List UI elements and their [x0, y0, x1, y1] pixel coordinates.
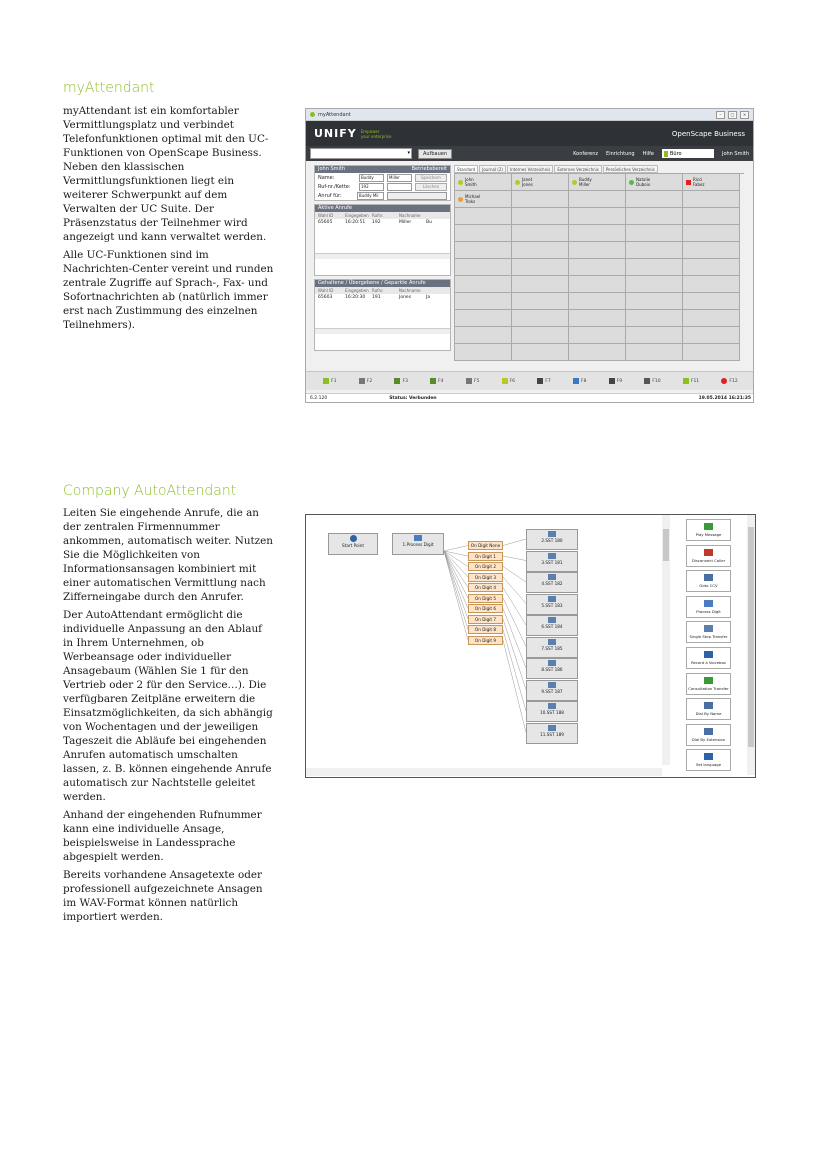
menu-setup[interactable]: Einrichtung	[606, 150, 635, 157]
speed-dial-key[interactable]	[512, 276, 569, 293]
speed-dial-key[interactable]	[569, 293, 626, 310]
speed-dial-key[interactable]	[512, 174, 569, 191]
speed-dial-key[interactable]	[626, 191, 683, 208]
palette-item[interactable]: Process Digit	[686, 596, 731, 618]
table-row[interactable]: 65603 16:20:30 191 Jones Ja	[318, 295, 431, 300]
active-calls-panel: Aktive Anrufe Wahl ID Eingegeben Rufnr. Nachname 65605 16:20:51 192 Miller Bu	[314, 204, 451, 276]
call-button[interactable]: Aufbauen	[418, 149, 452, 159]
presence-icon	[458, 180, 463, 185]
speed-dial-key[interactable]	[569, 327, 626, 344]
speed-dial-key[interactable]	[683, 293, 740, 310]
speed-dial-key[interactable]	[512, 293, 569, 310]
connector-line	[503, 539, 526, 546]
tab-external-directory[interactable]: Externes Verzeichnis	[554, 165, 602, 173]
digit-branch[interactable]: On Digit 7	[468, 615, 503, 624]
menu-help[interactable]: Hilfe	[642, 150, 654, 157]
last-name-field[interactable]: Miller	[387, 174, 412, 182]
connector-line	[503, 630, 526, 712]
paragraph: Bereits vorhandene Ansagetexte oder professionell aufgezeichnete Ansagen im WAV-Format können natürlich importiert werden.	[63, 869, 263, 923]
palette-item[interactable]: Single Step Transfer	[686, 621, 731, 643]
function-key-icon	[323, 378, 329, 384]
function-key-f4[interactable]	[430, 378, 443, 384]
presence-icon	[629, 180, 634, 185]
speed-dial-key[interactable]	[569, 208, 626, 225]
function-key-label: F10	[652, 378, 661, 384]
scrollbar[interactable]	[315, 253, 450, 259]
statusbar	[306, 393, 754, 402]
close-icon[interactable]: ×	[740, 111, 749, 119]
digit-branch[interactable]: On Digit None	[468, 541, 503, 550]
phone-transfer-icon	[548, 553, 556, 559]
transfer-node[interactable]: 11.SST 189	[526, 723, 578, 744]
digit-branch[interactable]: On Digit 4	[468, 583, 503, 592]
speed-dial-key[interactable]	[626, 242, 683, 259]
function-key-f8[interactable]	[573, 378, 586, 384]
function-key-icon	[721, 378, 727, 384]
presence-icon	[515, 180, 520, 185]
speed-dial-key[interactable]	[626, 276, 683, 293]
palette-item[interactable]: Consultation Transfer	[686, 673, 731, 695]
transfer-node[interactable]: 4.SST 182	[526, 572, 578, 593]
function-key-label: F9	[616, 378, 623, 384]
palette-icon	[704, 753, 713, 760]
speed-dial-key[interactable]	[455, 242, 512, 259]
speed-dial-key[interactable]	[455, 293, 512, 310]
palette-icon	[704, 702, 713, 709]
window-title: myAttendant	[318, 111, 351, 118]
process-digit-node[interactable]: 1.Process Digit	[392, 533, 444, 555]
speed-dial-key[interactable]	[569, 276, 626, 293]
directory-tabs	[454, 165, 744, 173]
function-key-f5[interactable]	[466, 378, 479, 384]
palette-icon	[704, 549, 713, 556]
function-key-label: F8	[580, 378, 587, 384]
speed-dial-key[interactable]	[512, 344, 569, 361]
presence-icon	[572, 180, 577, 185]
speed-dial-key[interactable]	[569, 191, 626, 208]
function-key-icon	[537, 378, 543, 384]
speed-dial-key[interactable]	[455, 208, 512, 225]
paragraph: Alle UC-Funktionen sind im Nachrichten-Center vereint und runden zentrale Zugriffe auf Sprach-, Fax- und Sofortnachrichten ab (natürlich immer erst nach Zustimmung des einzelnen Teilnehmers).	[63, 249, 274, 331]
speed-dial-key[interactable]	[569, 174, 626, 191]
transfer-node[interactable]: 2.SST 180	[526, 529, 578, 550]
palette-icon	[704, 574, 713, 581]
function-key-label: F12	[729, 378, 738, 384]
speed-dial-key[interactable]	[626, 225, 683, 242]
speed-dial-key[interactable]	[626, 259, 683, 276]
transfer-node[interactable]: 7.SST 185	[526, 637, 578, 658]
function-key-label: F4	[438, 378, 444, 384]
function-key-f1[interactable]	[323, 378, 336, 384]
globe-icon	[350, 535, 357, 542]
function-key-icon	[394, 378, 400, 384]
digit-branch[interactable]: On Digit 9	[468, 636, 503, 645]
phone-transfer-icon	[548, 617, 556, 623]
palette-icon	[704, 651, 713, 658]
function-key-label: F6	[509, 378, 515, 384]
speed-dial-key[interactable]	[569, 344, 626, 361]
connector-line	[444, 546, 468, 552]
function-key-f11[interactable]	[683, 378, 699, 384]
tab-personal-directory[interactable]: Persönliches Verzeichnis	[603, 165, 658, 173]
transfer-node[interactable]: 8.SST 186	[526, 658, 578, 679]
form-row: Ruf-nr./Kette: 192 Löschen	[315, 182, 450, 191]
section-title-myattendant: myAttendant	[63, 80, 155, 96]
phone-transfer-icon	[548, 531, 556, 537]
caller-panel: John Smith Betriebsbereit Name: Buddy Miller Speichern Ruf-nr./Kette: 192 Löschen Anruf für: Buddy Mil	[314, 165, 451, 201]
speed-dial-key[interactable]	[626, 208, 683, 225]
speed-dial-key[interactable]	[512, 310, 569, 327]
function-key-label: F7	[545, 378, 551, 384]
speed-dial-key[interactable]	[455, 344, 512, 361]
connector-line	[444, 551, 468, 619]
speed-dial-key[interactable]	[455, 259, 512, 276]
tab-journal[interactable]: Journal (2)	[479, 165, 506, 173]
speed-dial-key[interactable]	[455, 191, 512, 208]
function-key-f10[interactable]	[644, 378, 660, 384]
speed-dial-key[interactable]	[569, 225, 626, 242]
paragraph: myAttendant ist ein komfortabler Vermittlungsplatz und verbindet Telefonfunktionen optimal mit den UC-Funktionen von OpenScape Business. Neben den klassischen Vermittlungsfunktionen liegt ein weiterer Schwerpunkt auf dem Verwalten der UC Suite. Der Präsenzstatus der Teilnehmer wird angezeigt und kann verwaltet werden.	[63, 105, 269, 243]
speed-dial-key[interactable]	[455, 310, 512, 327]
speed-dial-key[interactable]	[569, 310, 626, 327]
speed-dial-key[interactable]	[512, 327, 569, 344]
paragraph: Leiten Sie eingehende Anrufe, die an der zentralen Firmennummer ankommen, automatisch weiter. Nutzen Sie die Möglichkeiten von Informationsansagen kombiniert mit einer automatischen Vermittlung nach Zifferneingabe durch den Anrufer.	[63, 507, 273, 603]
function-key-icon	[359, 378, 365, 384]
transfer-node[interactable]: 6.SST 184	[526, 615, 578, 636]
function-key-icon	[502, 378, 508, 384]
extra-field[interactable]	[387, 183, 412, 191]
window-titlebar	[306, 109, 753, 121]
function-key-label: F2	[366, 378, 373, 384]
speed-dial-key[interactable]	[455, 174, 512, 191]
delete-button[interactable]: Löschen	[415, 183, 447, 191]
contact-surname: Duboix	[636, 182, 651, 187]
number-dropdown[interactable]	[310, 148, 412, 159]
phone-transfer-icon	[548, 574, 556, 580]
speed-dial-key[interactable]	[512, 242, 569, 259]
contact-name: Ricci	[693, 177, 703, 182]
parked-calls-panel: Gehaltene / Übergebene / Geparkte Anrufe Wahl ID Eingegeben Rufnr. Nachname 65603 16:20:30 191 Jones Ja	[314, 279, 451, 351]
section-body-autoattendant	[63, 506, 275, 928]
speed-dial-key[interactable]	[512, 191, 569, 208]
palette-item[interactable]: Goto CCV	[686, 570, 731, 592]
maximize-icon[interactable]: □	[728, 111, 737, 119]
palette-scrollbar[interactable]	[747, 515, 755, 775]
form-row: Anruf für: Buddy Mil	[315, 191, 450, 200]
paragraph: Der AutoAttendant ermöglicht die individuelle Anpassung an den Ablauf in Ihrem Unternehmen, ob Werbeansage oder individueller Ansagebaum (Wählen Sie 1 für den Vertrieb oder 2 für den Service…). Die verfügbaren Zeitpläne erweitern die Einsatzmöglichkeiten, da sich abhängig von Wochentagen und der jeweiligen Tageszeit die Abläufe bei eingehenden Anrufen automatisch umschalten lassen, z. B. können eingehende Anrufe automatisch zur Nachtstelle geleitet werden.	[63, 609, 273, 803]
connection-status: Status: Verbunden	[389, 395, 437, 401]
palette-item[interactable]: Record a Voicebox	[686, 647, 731, 669]
contact-surname: Smith	[465, 182, 477, 187]
function-key-f2[interactable]	[359, 378, 372, 384]
speed-dial-key[interactable]	[512, 259, 569, 276]
speed-dial-key[interactable]	[626, 174, 683, 191]
speed-dial-key[interactable]	[626, 310, 683, 327]
speed-dial-key[interactable]	[683, 174, 740, 191]
function-key-f7[interactable]	[537, 378, 550, 384]
speed-dial-key[interactable]	[455, 276, 512, 293]
contact-surname: Troks	[465, 199, 476, 204]
transfer-node[interactable]: 10.SST 188	[526, 701, 578, 722]
speed-dial-key[interactable]	[683, 242, 740, 259]
save-button[interactable]: Speichern	[415, 174, 447, 182]
phone-transfer-icon	[548, 660, 556, 666]
palette-item[interactable]: Play Message	[686, 519, 731, 541]
palette-icon	[704, 728, 713, 735]
digit-branch[interactable]: On Digit 1	[468, 552, 503, 561]
function-key-f9[interactable]	[609, 378, 622, 384]
tab-standard[interactable]: Standard	[454, 165, 478, 173]
speed-dial-key[interactable]	[569, 259, 626, 276]
palette-item[interactable]: Set language	[686, 749, 731, 771]
function-key-icon	[573, 378, 579, 384]
transfer-node[interactable]: 3.SST 181	[526, 551, 578, 572]
unify-logo: UNIFY	[314, 127, 357, 140]
speed-dial-key[interactable]	[683, 327, 740, 344]
keypad-icon	[414, 535, 422, 541]
contact-name: Buddy	[579, 177, 592, 182]
function-key-bar	[306, 371, 754, 390]
call-for-extra[interactable]	[387, 192, 447, 200]
speed-dial-key[interactable]	[683, 191, 740, 208]
speed-dial-key[interactable]	[512, 225, 569, 242]
presence-icon	[686, 180, 691, 185]
contact-name: Janet	[522, 177, 533, 182]
contact-name: Natalie	[636, 177, 651, 182]
canvas-vertical-scrollbar[interactable]	[662, 515, 670, 765]
function-key-icon	[430, 378, 436, 384]
contact-surname: Miller	[579, 182, 590, 187]
contact-surname: Jones	[522, 182, 533, 187]
number-field[interactable]: 192	[359, 183, 384, 191]
contact-surname: Fabez	[693, 182, 705, 187]
speed-dial-key[interactable]	[683, 310, 740, 327]
user-name: John Smith	[721, 150, 749, 157]
form-row: Name: Buddy Miller Speichern	[315, 173, 450, 182]
myattendant-screenshot	[305, 108, 754, 403]
presence-icon	[664, 151, 668, 157]
function-key-label: F3	[402, 378, 408, 384]
connector-line	[444, 551, 468, 588]
contact-name: Michael	[465, 194, 481, 199]
contact-grid	[454, 173, 744, 361]
function-key-label: F5	[473, 378, 480, 384]
autoattendant-screenshot	[305, 514, 756, 778]
digit-branch[interactable]: On Digit 6	[468, 604, 503, 613]
canvas-horizontal-scrollbar[interactable]	[306, 768, 662, 776]
minimize-icon[interactable]: –	[716, 111, 725, 119]
palette-item[interactable]: Disconnect Caller	[686, 545, 731, 567]
speed-dial-key[interactable]	[683, 259, 740, 276]
function-key-icon	[644, 378, 650, 384]
connector-line	[503, 598, 526, 647]
function-key-label: F11	[690, 378, 700, 384]
menu-conference[interactable]: Konferenz	[573, 150, 599, 157]
palette-item[interactable]: Dial By Extension	[686, 724, 731, 746]
connector-line	[503, 588, 526, 626]
speed-dial-key[interactable]	[626, 293, 683, 310]
phone-transfer-icon	[548, 703, 556, 709]
speed-dial-key[interactable]	[683, 276, 740, 293]
app-icon	[310, 112, 315, 117]
palette-icon	[704, 677, 713, 684]
digit-branch[interactable]: On Digit 3	[468, 573, 503, 582]
speed-dial-key[interactable]	[683, 208, 740, 225]
speed-dial-key[interactable]	[683, 225, 740, 242]
palette-item[interactable]: Dial By Name	[686, 698, 731, 720]
connector-line	[503, 577, 526, 604]
digit-branch[interactable]: On Digit 2	[468, 562, 503, 571]
speed-dial-key[interactable]	[455, 225, 512, 242]
speed-dial-key[interactable]	[455, 327, 512, 344]
start-point-node[interactable]: Start Point	[328, 533, 378, 555]
call-for-field[interactable]: Buddy Mil	[357, 192, 385, 200]
table-row[interactable]: 65605 16:20:51 192 Miller Bu	[318, 220, 432, 225]
datetime: 19.05.2014 16:21:35	[698, 395, 751, 401]
banner	[306, 121, 753, 146]
transfer-node[interactable]: 5.SST 183	[526, 594, 578, 615]
tab-internal-directory[interactable]: Internes Verzeichnis	[507, 165, 553, 173]
phone-transfer-icon	[548, 639, 556, 645]
toolbar	[306, 146, 753, 161]
connector-line	[503, 556, 526, 561]
connector-line	[444, 551, 468, 630]
phone-transfer-icon	[548, 596, 556, 602]
function-key-f3[interactable]	[394, 378, 407, 384]
speed-dial-key[interactable]	[626, 327, 683, 344]
product-name: OpenScape Business	[671, 129, 745, 138]
paragraph: Anhand der eingehenden Rufnummer kann eine individuelle Ansage, beispielsweise in Landessprache abgespielt werden.	[63, 809, 262, 863]
function-key-icon	[466, 378, 472, 384]
speed-dial-key[interactable]	[683, 344, 740, 361]
presence-dropdown[interactable]: Büro	[662, 149, 714, 158]
function-key-icon	[609, 378, 615, 384]
speed-dial-key[interactable]	[569, 242, 626, 259]
phone-transfer-icon	[548, 682, 556, 688]
presence-icon	[458, 197, 463, 202]
speed-dial-key[interactable]	[626, 344, 683, 361]
transfer-node[interactable]: 9.SST 187	[526, 680, 578, 701]
function-key-f6[interactable]	[502, 378, 515, 384]
function-key-f12[interactable]	[721, 378, 737, 384]
palette-icon	[704, 625, 713, 632]
digit-branch[interactable]: On Digit 8	[468, 625, 503, 634]
slogan: Empower your enterprise	[360, 128, 392, 139]
section-body-myattendant	[63, 104, 275, 336]
palette-icon	[704, 600, 713, 607]
phone-transfer-icon	[548, 725, 556, 731]
version: 6.2.120	[310, 395, 328, 401]
first-name-field[interactable]: Buddy	[359, 174, 384, 182]
connector-line	[503, 567, 526, 583]
contact-name: John	[465, 177, 474, 182]
function-key-icon	[683, 378, 689, 384]
connector-line	[503, 609, 526, 669]
speed-dial-key[interactable]	[512, 208, 569, 225]
scrollbar[interactable]	[315, 328, 450, 334]
function-key-label: F1	[331, 378, 337, 384]
connector-line	[444, 551, 468, 609]
section-title-autoattendant: Company AutoAttendant	[63, 483, 237, 499]
palette-icon	[704, 523, 713, 530]
digit-branch[interactable]: On Digit 5	[468, 594, 503, 603]
